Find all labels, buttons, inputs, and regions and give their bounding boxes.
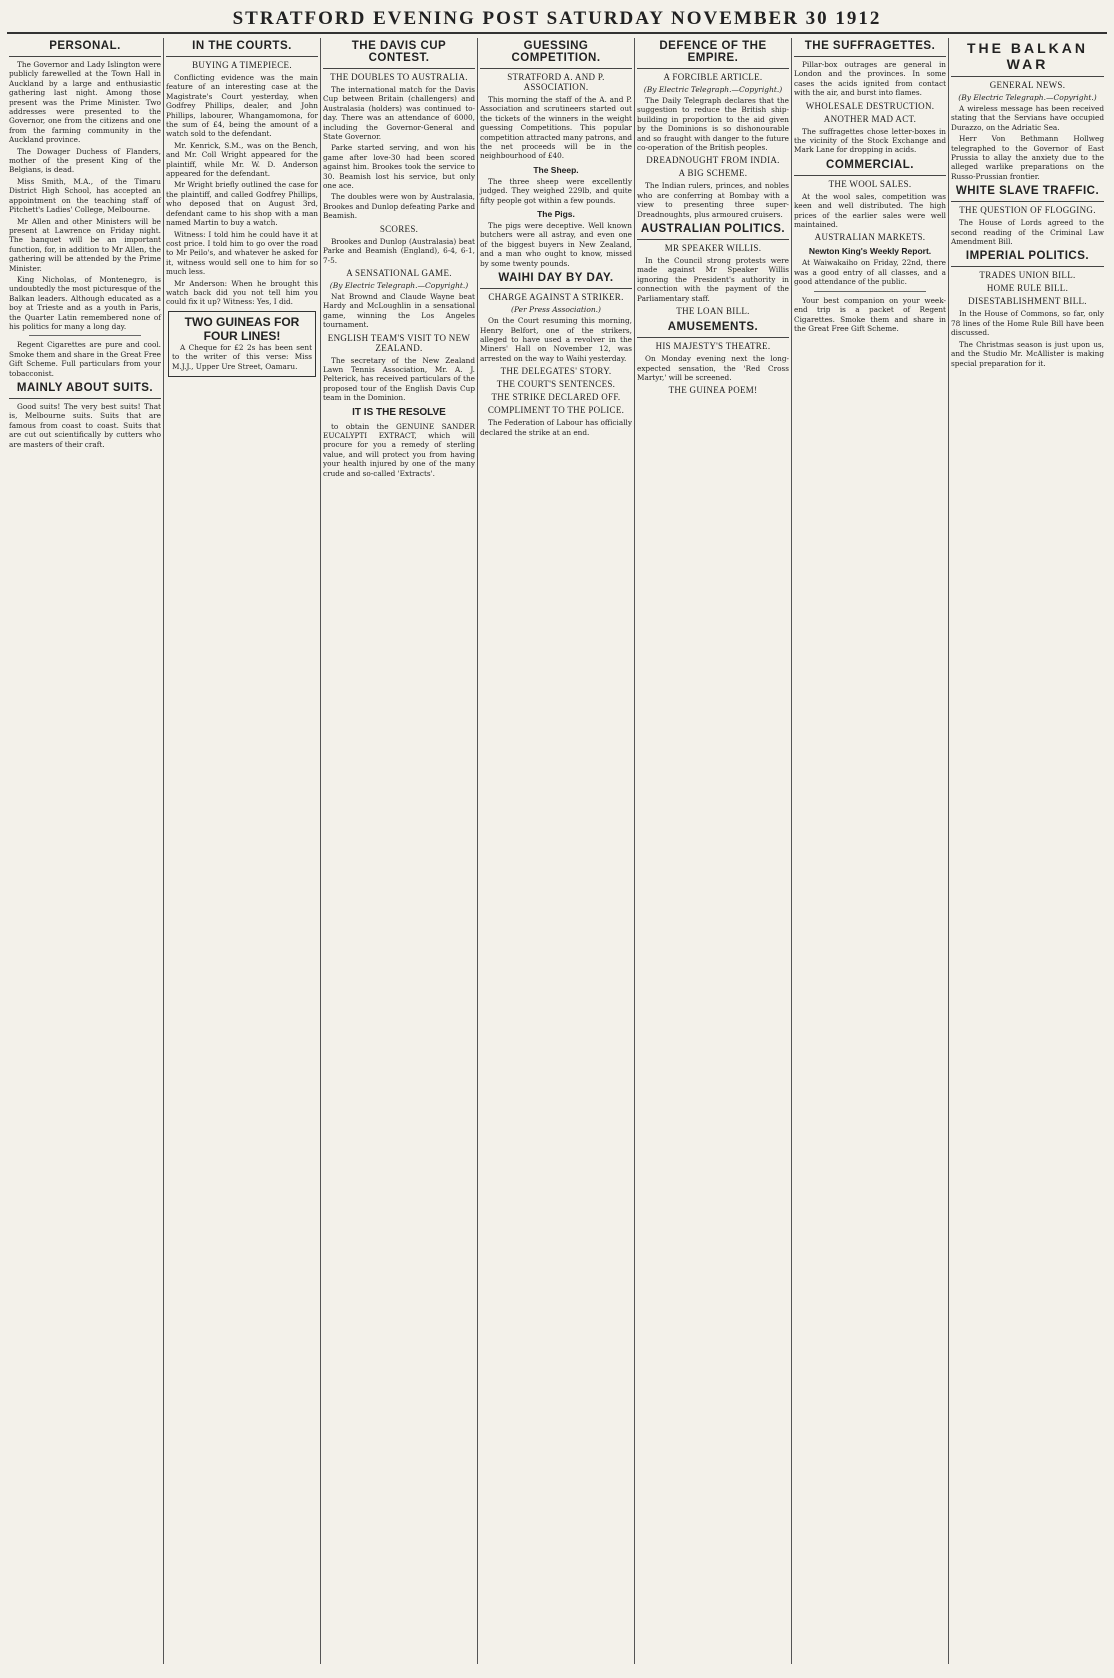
article-paragraph: The Dowager Duchess of Flanders, mother of the present King of the Belgians, is dead. [9,146,161,175]
article-paragraph: The suffragettes chose letter-boxes in the vicinity of the Stock Exchange and Mark Lane for dropping in acids. [794,126,946,155]
subhead: DISESTABLISHMENT BILL. [968,296,1087,307]
subhead: TRADES UNION BILL. [979,270,1076,281]
article-paragraph: The three sheep were excellently judged. They weighed 229lb, and quite fifty people got within a few pounds. [480,176,632,205]
article-paragraph: The Indian rulers, princes, and nobles who are conferring at Bombay with a view to presenting three super-Dreadnoughts, plus armoured cruisers. [637,181,789,219]
section-head-davis-cup: THE DAVIS CUP CONTEST. [323,38,475,69]
section-head-amusements: AMUSEMENTS. [637,319,789,338]
subhead: THE COURT'S SENTENCES. [496,379,616,390]
subhead: DREADNOUGHT FROM INDIA. [646,155,780,166]
advert-cigarettes: Your best companion on your week-end trip is a packet of Regent Cigarettes. Smoke them and share in the Great Free Gift Scheme. [794,295,946,333]
column-courts [164,38,321,1664]
article-paragraph: Mr Wright briefly outlined the case for the plaintiff, and called Godfrey Phillips, who deposed that on August 3rd, defendant came to his shop with a man named Martin to buy a watch. [166,180,318,228]
divider [814,291,926,292]
subhead: MR SPEAKER WILLIS. [664,243,762,254]
subhead: SCORES. [379,223,419,234]
article-paragraph: King Nicholas, of Montenegro, is undoubtedly the most picturesque of the Balkan leaders. Although educated as a boy at Trieste and as a youth in Paris, the Quarter Latin remembered none of his politics for many a long day. [9,274,161,331]
section-head-commercial: COMMERCIAL. [794,157,946,176]
section-head-white-slave: WHITE SLAVE TRAFFIC. [951,183,1104,202]
subhead: CHARGE AGAINST A STRIKER. [488,292,624,303]
column-davis-cup [321,38,478,1664]
subhead: THE DELEGATES' STORY. [500,366,612,377]
article-paragraph: Miss Smith, M.A., of the Timaru District High School, has accepted an appointment on the teaching staff of Pitchett's Ladies' College, Melbourne. [9,176,161,215]
article-paragraph: Mr Anderson: When he brought this watch back did you not tell him you could fix it up? Witness: Yes, I did. [166,278,318,307]
section-head-australian-politics: AUSTRALIAN POLITICS. [637,221,789,240]
article-paragraph: Nat Brownd and Claude Wayne beat Hardy and McLoughlin in a sensational game, winning the Los Angeles tournament. [323,291,475,330]
article-paragraph: On the Court resuming this morning, Henry Belfort, one of the strikers, alleged to have used a revolver in the Miners' Hall on November 12, was arrested on the way to Waihi yesterday. [480,316,632,363]
credit-line: (Per Press Association.) [511,305,601,315]
article-paragraph: The Federation of Labour has officially declared the strike at an end. [480,418,632,437]
scores-text: Brookes and Dunlop (Australasia) beat Parke and Beamish (England), 6-4, 6-1, 7-5. [323,236,475,265]
article-paragraph: In the House of Commons, so far, only 78 lines of the Home Rule Bill have been discussed. [951,309,1104,338]
subhead: BUYING A TIMEPIECE. [192,60,292,70]
subhead: STRATFORD A. AND P. ASSOCIATION. [507,72,605,92]
subhead: A SENSATIONAL GAME. [346,267,452,278]
column-guessing [478,38,635,1664]
section-head-suffragettes: THE SUFFRAGETTES. [794,38,946,57]
subhead: THE LOAN BILL. [676,306,750,317]
article-paragraph: The international match for the Davis Cup between Britain (challengers) and Australasia (holders) was continued to-day. There was an attendance of 6000, including the Governor-General and State Governor. [323,85,475,142]
advert-two-guineas [168,311,316,377]
article-paragraph: The doubles were won by Australasia, Brookes and Dunlop defeating Parke and Beamish. [323,192,475,221]
article-paragraph: The Christmas season is just upon us, and the Studio Mr. McAllister is making special preparation for it. [951,339,1104,368]
column-empire [635,38,792,1664]
article-paragraph: On Monday evening next the long-expected sensation, the 'Red Cross Martyr,' will be screened. [637,354,789,382]
masthead-title: STRATFORD EVENING POST SATURDAY NOVEMBER 30 1912 [232,8,882,29]
newspaper-page [7,6,1107,1666]
advert-text: to obtain the GENUINE SANDER EUCALYPTI EXTRACT, which will procure for you a remedy of sterling value, and will protect you from having your health injured by one of the many crude and so-called 'Extracts'. [323,421,475,478]
subhead: ANOTHER MAD ACT. [823,113,917,124]
divider [29,335,141,336]
advert-cigarettes: Regent Cigarettes are pure and cool. Smoke them and share in the Great Free Gift Scheme. Full particulars from your tobacconist. [9,340,161,378]
section-head-guessing: GUESSING COMPETITION. [480,38,632,69]
article-paragraph: This morning the staff of the A. and P. Association and scrutineers started out the tickets of the winners in the weight guessing Competitions. This popular competition attracted many patrons, and the net proceeds will be in the neighbourhood of £40. [480,95,632,161]
article-paragraph: At the wool sales, competition was keen and well distributed. The high prices of the earlier sales were well maintained. [794,191,946,230]
subhead: THE WOOL SALES. [828,178,912,189]
subhead: GENERAL NEWS. [989,80,1066,90]
subhead: HIS MAJESTY'S THEATRE. [655,341,771,352]
section-head-waihi: WAIHI DAY BY DAY. [480,270,632,289]
article-paragraph: Mr. Kenrick, S.M., was on the Bench, and Mr. Coll Wright appeared for the plaintiff, while Mr. W. D. Anderson appeared for the defendant. [166,140,318,179]
columns [7,38,1107,1664]
advert-resolve-title: IT IS THE RESOLVE [352,406,446,418]
article-paragraph: A wireless message has been received stating that the Servians have occupied Durazzo, on the Adriatic Sea. [951,104,1104,132]
section-head-personal: PERSONAL. [9,38,161,57]
article-paragraph: Mr Allen and other Ministers will be present at Lawrence on Friday night. The banquet will be an important function, for, in addition to Mr Allen, the gathering will be attended by the Prime Minister. [9,216,161,273]
column-balkan [949,38,1106,1664]
column-personal [7,38,164,1664]
article-paragraph: The secretary of the New Zealand Lawn Tennis Association, Mr. A. J. Pelterick, has received particulars of the proposed tour of the English Davis Cup team in the Dominion. [323,355,475,403]
article-paragraph: The Governor and Lady Islington were publicly farewelled at the Town Hall in Auckland by a large and enthusiastic gathering last night. Among those present was the Prime Minister. Two addresses were presented to the Governor, one from the citizens and one from the farming community in the Auckland province. [9,60,161,145]
subhead: A BIG SCHEME. [678,168,748,179]
section-head-courts: IN THE COURTS. [166,38,318,57]
section-head-balkan-war: THE BALKAN WAR [951,38,1104,77]
minor-head: Newton King's Weekly Report. [808,246,932,257]
subhead: A FORCIBLE ARTICLE. [663,72,763,82]
credit-line: (By Electric Telegraph.—Copyright.) [958,93,1097,102]
subhead: THE QUESTION OF FLOGGING. [959,205,1096,216]
advert-title: TWO GUINEAS FOR FOUR LINES! [184,314,300,343]
subhead: AUSTRALIAN MARKETS. [814,232,926,243]
subhead: THE GUINEA POEM! [668,385,758,396]
subhead: HOME RULE BILL. [986,283,1069,294]
credit-line: (By Electric Telegraph.—Copyright.) [329,280,469,290]
article-paragraph: Herr Von Bethmann Hollweg telegraphed to the Governor of East Prussia to allay the anxiety due to the alleged warlike preparations on the Russo-Prussian frontier. [951,134,1104,181]
minor-head: The Sheep. [533,164,579,175]
section-head-imperial-politics: IMPERIAL POLITICS. [951,248,1104,267]
article-paragraph: The pigs were deceptive. Well known butchers were all astray, and even one of the biggest buyers in New Zealand, and a man who ought to know, missed by some twenty pounds. [480,221,632,268]
subhead: THE DOUBLES TO AUSTRALIA. [330,72,468,82]
credit-line: (By Electric Telegraph.—Copyright.) [643,85,783,94]
article-paragraph: Parke started serving, and won his game after love-30 had been scored against him. Brookes took the service to 30. Beamish lost his service, but only one ace. [323,143,475,191]
section-head-suits: MAINLY ABOUT SUITS. [9,380,161,399]
article-paragraph: In the Council strong protests were made against Mr Speaker Willis ignoring the President's authority in connection with the payment of the Parliamentary staff. [637,256,789,303]
article-paragraph: Conflicting evidence was the main feature of an interesting case at the Magistrate's Court yesterday, when Godfrey Phillips, dealer, and John Phillips, labourer, Whangamomona, for the sum of £4, being the amount of a watch sold to the defendant. [166,73,318,139]
article-paragraph: The House of Lords agreed to the second reading of the Criminal Law Amendment Bill. [951,218,1104,247]
subhead: ENGLISH TEAM'S VISIT TO NEW ZEALAND. [327,332,471,353]
subhead: WHOLESALE DESTRUCTION. [805,100,935,111]
subhead: THE STRIKE DECLARED OFF. [491,392,621,403]
masthead [7,6,1107,34]
advert-text: A Cheque for £2 2s has been sent to the writer of this verse: Miss M.J.J., Upper Ure Street, Oamaru. [172,342,312,371]
article-paragraph: Pillar-box outrages are general in London and the provinces. In some cases the acids ignited from contact with the air, and burst into flames. [794,60,946,98]
column-suffragettes [792,38,949,1664]
article-paragraph: At Waiwakaiho on Friday, 22nd, there was a good entry of all classes, and a good attendance of the public. [794,258,946,287]
article-paragraph: Good suits! The very best suits! That is, Melbourne suits. Suits that are famous from coast to coast. Suits that are cut out scientifically by cutters who are masters of their craft. [9,402,161,449]
article-paragraph: Witness: I told him he could have it at cost price. I told him to go over the road to Mr Peilo's, and whatever he asked for it, witness would sell one to him for so much less. [166,229,318,277]
article-paragraph: The Daily Telegraph declares that the suggestion to reduce the British ship-building in proportion to the aid given by the Dominions is so dishonourable and so fraught with danger to the future co-operation of the British peoples. [637,96,789,153]
subhead: COMPLIMENT TO THE POLICE. [487,405,625,416]
section-head-empire: DEFENCE OF THE EMPIRE. [637,38,789,69]
minor-head: The Pigs. [537,209,575,220]
